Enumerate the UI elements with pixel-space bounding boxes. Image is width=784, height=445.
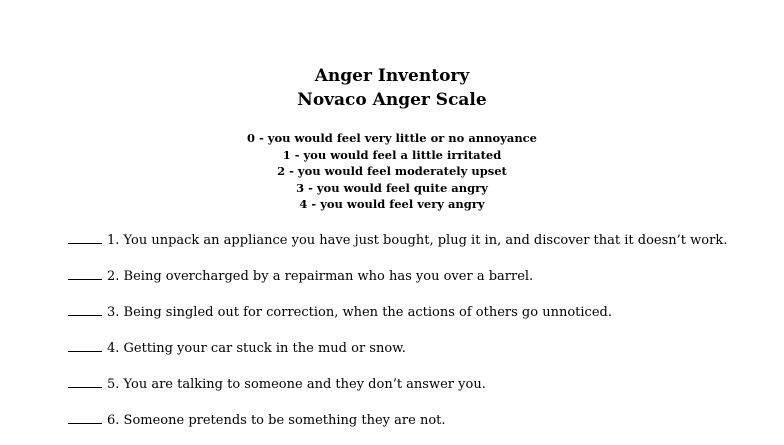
question-item	[68, 229, 768, 265]
page-title: Anger Inventory	[314, 66, 470, 86]
scale-line: 2 - you would feel moderately upset	[277, 164, 507, 178]
question-text: 4. Getting your car stuck in the mud or snow.	[107, 341, 406, 356]
question-list	[68, 229, 768, 445]
scale-line: 1 - you would feel a little irritated	[282, 147, 502, 162]
scale-line: 3 - you would feel quite angry	[296, 180, 488, 195]
question-text: 1. You unpack an appliance you have just bought, plug it in, and discover that it doesn’t work.	[107, 233, 728, 248]
answer-blank[interactable]	[68, 337, 102, 352]
question-text: 3. Being singled out for correction, when the actions of others go unnoticed.	[107, 305, 612, 320]
title-block	[0, 64, 784, 112]
question-text: 5. You are talking to someone and they don’t answer you.	[107, 377, 486, 392]
answer-blank[interactable]	[68, 301, 102, 316]
page-subtitle: Novaco Anger Scale	[297, 90, 487, 110]
question-item	[68, 409, 768, 445]
rating-scale	[0, 130, 784, 213]
answer-blank[interactable]	[68, 265, 102, 280]
question-item	[68, 337, 768, 373]
answer-blank[interactable]	[68, 409, 102, 424]
question-item	[68, 265, 768, 301]
question-text: 2. Being overcharged by a repairman who has you over a barrel.	[107, 269, 534, 284]
question-item	[68, 373, 768, 409]
scale-line: 0 - you would feel very little or no annoyance	[246, 131, 537, 145]
question-item	[68, 301, 768, 337]
answer-blank[interactable]	[68, 229, 102, 244]
question-text: 6. Someone pretends to be something they are not.	[107, 413, 446, 428]
scale-line: 4 - you would feel very angry	[299, 197, 485, 211]
answer-blank[interactable]	[68, 373, 102, 388]
